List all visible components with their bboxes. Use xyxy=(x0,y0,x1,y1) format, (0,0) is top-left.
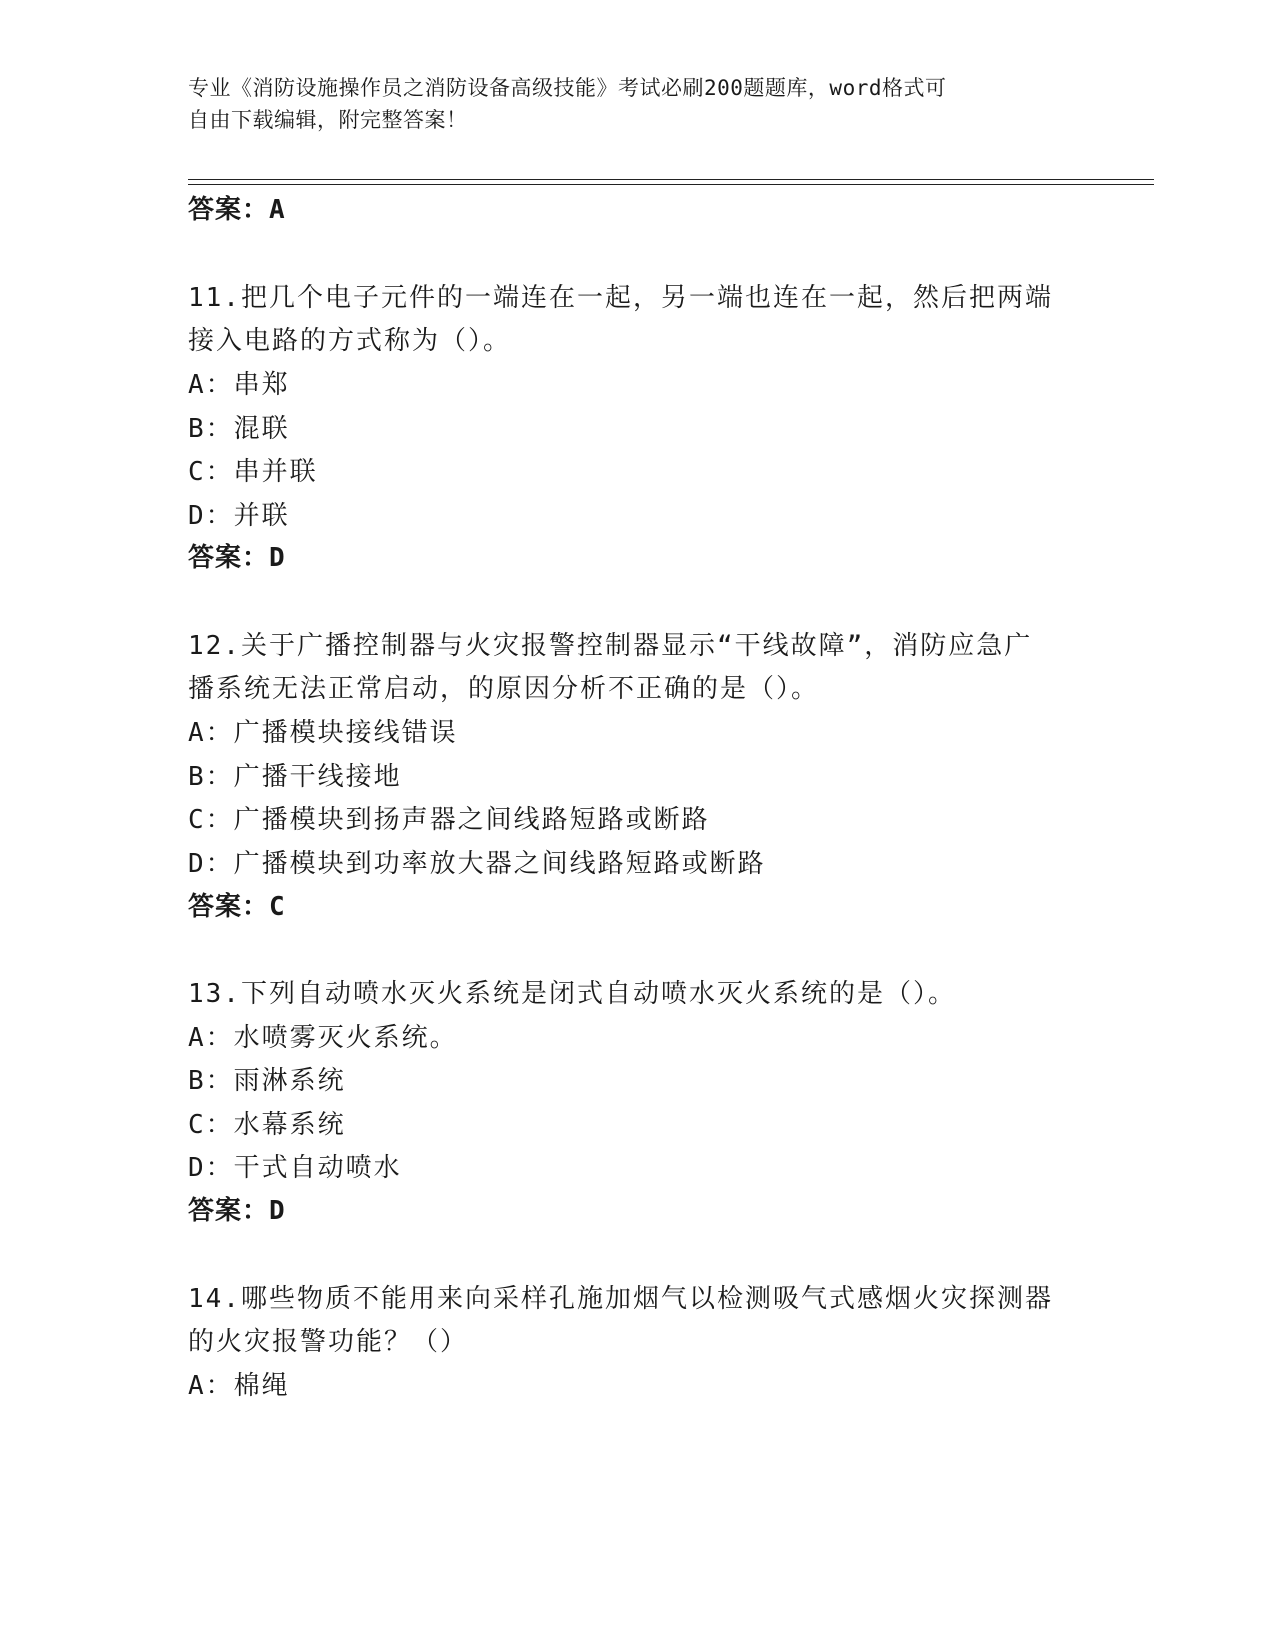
previous-answer: 答案：A xyxy=(188,195,286,225)
header-divider-bottom xyxy=(188,184,1154,185)
q12-option-b: B：广播干线接地 xyxy=(188,762,402,792)
q14-option-a: A：棉绳 xyxy=(188,1371,290,1401)
q13-option-d: D：干式自动喷水 xyxy=(188,1153,402,1183)
q11-option-b: B：混联 xyxy=(188,414,290,444)
q12-answer: 答案：C xyxy=(188,892,286,922)
document-header xyxy=(188,72,1068,136)
q13-answer: 答案：D xyxy=(188,1196,286,1226)
q12-stem-line-1: 12.关于广播控制器与火灾报警控制器显示“干线故障”，消防应急广 xyxy=(188,631,1033,661)
q11-option-a: A：串郑 xyxy=(188,370,290,400)
q12-option-d: D：广播模块到功率放大器之间线路短路或断路 xyxy=(188,849,766,879)
q11-option-d: D：并联 xyxy=(188,501,290,531)
q13-option-a: A：水喷雾灭火系统。 xyxy=(188,1023,458,1053)
q11-stem-line-1: 11.把几个电子元件的一端连在一起，另一端也连在一起，然后把两端 xyxy=(188,283,1053,313)
q13-option-b: B：雨淋系统 xyxy=(188,1066,346,1096)
header-line-2: 自由下载编辑，附完整答案！ xyxy=(188,108,468,132)
q12-option-a: A：广播模块接线错误 xyxy=(188,718,458,748)
q11-option-c: C：串并联 xyxy=(188,457,318,487)
q12-stem-line-2: 播系统无法正常启动，的原因分析不正确的是（）。 xyxy=(188,674,820,704)
q14-stem-line-1: 14.哪些物质不能用来向采样孔施加烟气以检测吸气式感烟火灾探测器 xyxy=(188,1284,1053,1314)
q11-stem-line-2: 接入电路的方式称为（）。 xyxy=(188,326,512,356)
q13-stem-line-1: 13.下列自动喷水灭火系统是闭式自动喷水灭火系统的是（）。 xyxy=(188,979,956,1009)
q14-stem-line-2: 的火灾报警功能？（） xyxy=(188,1327,469,1357)
header-line-1: 专业《消防设施操作员之消防设备高级技能》考试必刷200题题库，word格式可 xyxy=(188,76,947,100)
q12-option-c: C：广播模块到扬声器之间线路短路或断路 xyxy=(188,805,710,835)
q11-answer: 答案：D xyxy=(188,543,286,573)
header-divider-top xyxy=(188,179,1154,180)
q13-option-c: C：水幕系统 xyxy=(188,1110,346,1140)
